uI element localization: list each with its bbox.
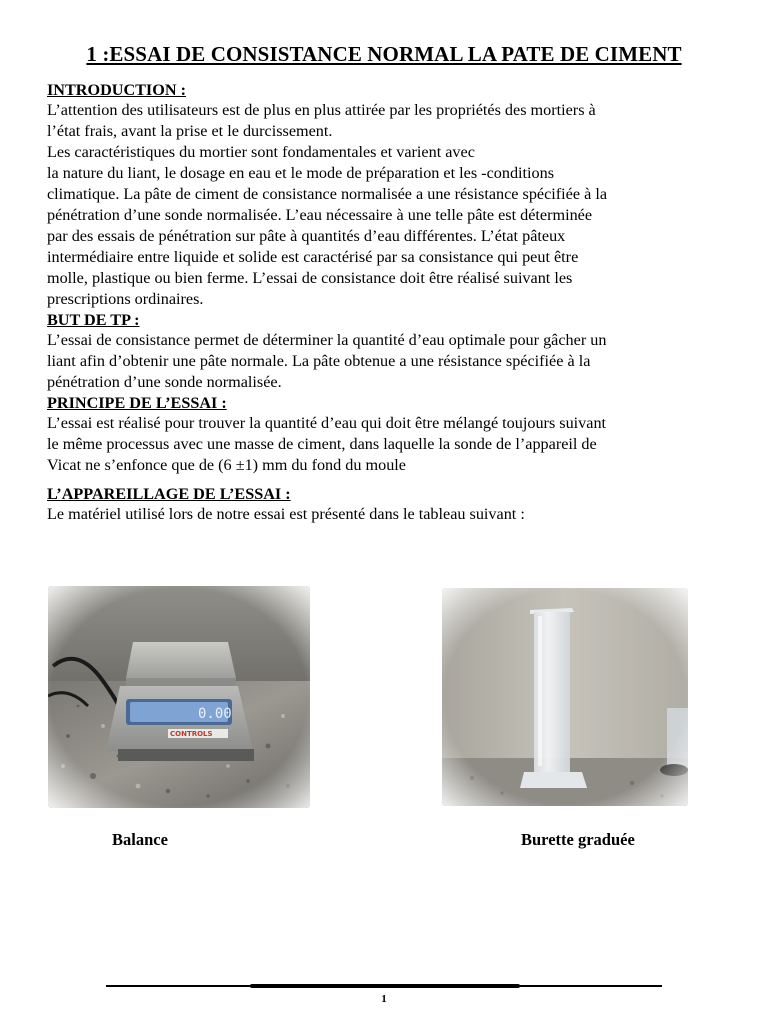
introduction-line: l’état frais, avant la prise et le durcissement. (47, 122, 333, 140)
principe-line: le même processus avec une masse de ciment, dans laquelle la sonde de l’appareil de (47, 435, 597, 453)
introduction-line: climatique. La pâte de ciment de consistance normalisée a une résistance spécifiée à la (47, 185, 608, 203)
introduction-line: Les caractéristiques du mortier sont fondamentales et varient avec (47, 143, 475, 161)
introduction-heading: INTRODUCTION : (47, 81, 186, 99)
burette-caption: Burette graduée (521, 830, 635, 849)
introduction-line: molle, plastique ou bien ferme. L’essai de consistance doit être réalisé suivant les (47, 269, 573, 287)
but-line: liant afin d’obtenir une pâte normale. La pâte obtenue a une résistance spécifiée à la (47, 352, 591, 370)
document-body (47, 80, 727, 525)
document-title: 1 :ESSAI DE CONSISTANCE NORMAL LA PATE DE CIMENT (86, 42, 682, 66)
introduction-line: intermédiaire entre liquide et solide est caractérisé par sa consistance qui peut être (47, 248, 579, 266)
appareillage-line: Le matériel utilisé lors de notre essai est présenté dans le tableau suivant : (47, 505, 525, 523)
balance-photo (48, 586, 310, 808)
introduction-line: par des essais de pénétration sur pâte à quantités d’eau différentes. L’état pâteux (47, 227, 566, 245)
but-line: L’essai de consistance permet de déterminer la quantité d’eau optimale pour gâcher un (47, 331, 607, 349)
principe-line: L’essai est réalisé pour trouver la quantité d’eau qui doit être mélangé toujours suivant (47, 414, 607, 432)
principe-heading: PRINCIPE DE L’ESSAI : (47, 394, 227, 412)
principe-line: Vicat ne s’enfonce que de (6 ±1) mm du fond du moule (47, 456, 406, 474)
balance-caption: Balance (112, 830, 168, 849)
page-number: 1 (381, 993, 387, 1005)
burette-photo (442, 588, 688, 806)
but-line: pénétration d’une sonde normalisée. (47, 373, 282, 391)
introduction-line: pénétration d’une sonde normalisée. L’eau nécessaire à une telle pâte est déterminée (47, 206, 593, 224)
footer-rule-accent (250, 984, 520, 988)
introduction-line: L’attention des utilisateurs est de plus en plus attirée par les propriétés des mortiers à (47, 101, 596, 119)
introduction-line: la nature du liant, le dosage en eau et le mode de préparation et les -conditions (47, 164, 555, 182)
appareillage-heading: L’APPAREILLAGE DE L’ESSAI : (47, 485, 291, 503)
but-heading: BUT DE TP : (47, 311, 140, 329)
introduction-line: prescriptions ordinaires. (47, 290, 204, 308)
